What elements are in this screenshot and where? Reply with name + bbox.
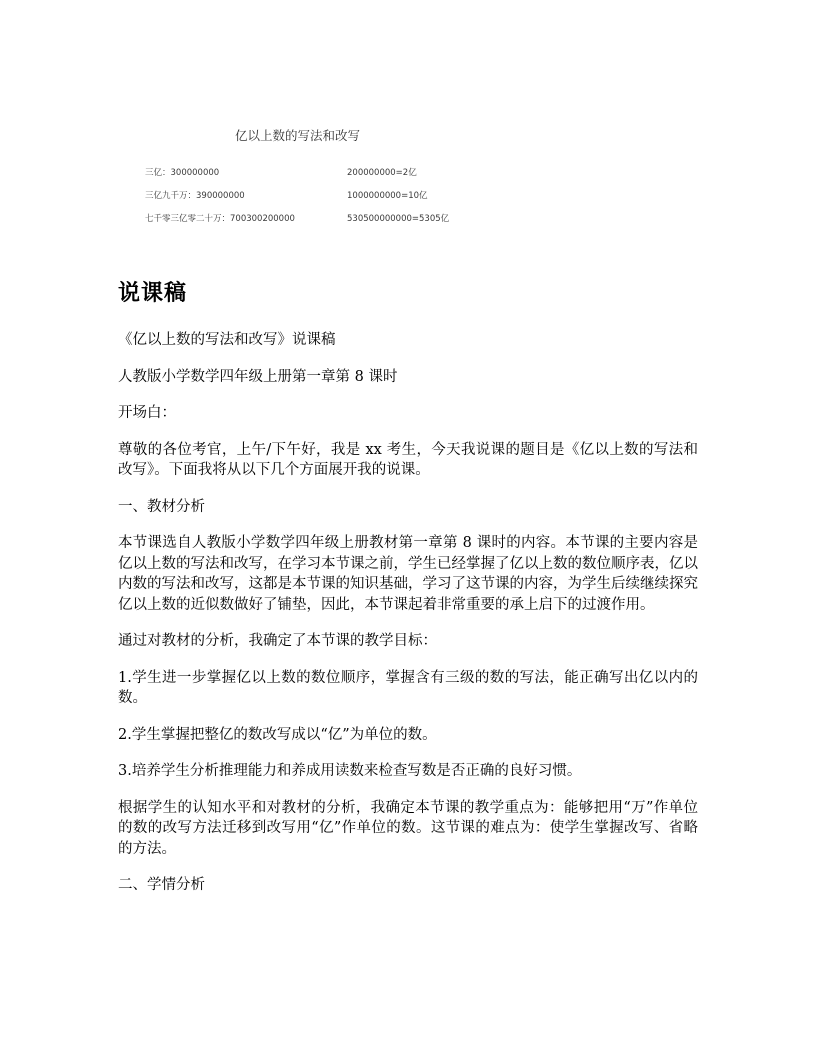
figure-row (140, 166, 470, 180)
paragraph-goal-3: 3.培养学生分析推理能力和养成用读数来检查写数是否正确的良好习惯。 (118, 763, 582, 779)
section-heading-textbook-analysis: 一、教材分析 (118, 498, 205, 515)
paragraph-course-info: 人教版小学数学四年级上册第一章第 8 课时 (118, 368, 398, 385)
paragraph-goal-2: 2.学生掌握把整亿的数改写成以“亿”为单位的数。 (118, 726, 437, 743)
figure-row-left: 三亿九千万：390000000 (145, 191, 245, 201)
figure-row (140, 189, 470, 203)
document-body (118, 330, 698, 912)
figure-row (140, 212, 470, 226)
embedded-figure (140, 118, 470, 230)
paragraph-title: 《亿以上数的写法和改写》说课稿 (118, 332, 336, 348)
paragraph-textbook-analysis: 本节课选自人教版小学数学四年级上册教材第一章第 8 课时的内容。本节课的主要内容是亿以上数的写法和改写，在学习本节课之前，学生已经掌握了亿以上数的数位顺序表，亿以内数的写法和改写，这都是本节课的知识基础，学习了这节课的内容，为学生后续继续探究亿以上数的近似数做好了铺垫，因此，本节课起着非常重要的承上启下的过渡作用。 (118, 535, 698, 613)
paragraph-key-points: 根据学生的认知水平和对教材的分析，我确定本节课的教学重点为：能够把用“万”作单位的数的改写方法迁移到改写用“亿”作单位的数。这节课的难点为：使学生掌握改写、省略的方法。 (118, 799, 698, 857)
figure-row-left: 三亿：300000000 (145, 168, 220, 178)
paragraph-opening: 尊敬的各位考官，上午/下午好，我是 xx 考生，今天我说课的题目是《亿以上数的写法和改写》。下面我将从以下几个方面展开我的说课。 (118, 441, 698, 478)
section-heading-student-analysis: 二、学情分析 (118, 877, 205, 893)
figure-row-right: 1000000000=10亿 (347, 191, 428, 201)
figure-row-left: 七千零三亿零二十万：700300200000 (145, 214, 295, 224)
paragraph-opening-label: 开场白： (118, 405, 176, 421)
paragraph-goals-intro: 通过对教材的分析，我确定了本节课的教学目标： (118, 633, 437, 649)
page-heading: 说课稿 (118, 281, 188, 306)
figure-row-right: 200000000=2亿 (347, 168, 417, 178)
figure-row-right: 530500000000=5305亿 (347, 214, 450, 224)
figure-title: 亿以上数的写法和改写 (235, 128, 361, 143)
paragraph-goal-1: 1.学生进一步掌握亿以上数的数位顺序，掌握含有三级的数的写法，能正确写出亿以内的数。 (118, 669, 698, 706)
